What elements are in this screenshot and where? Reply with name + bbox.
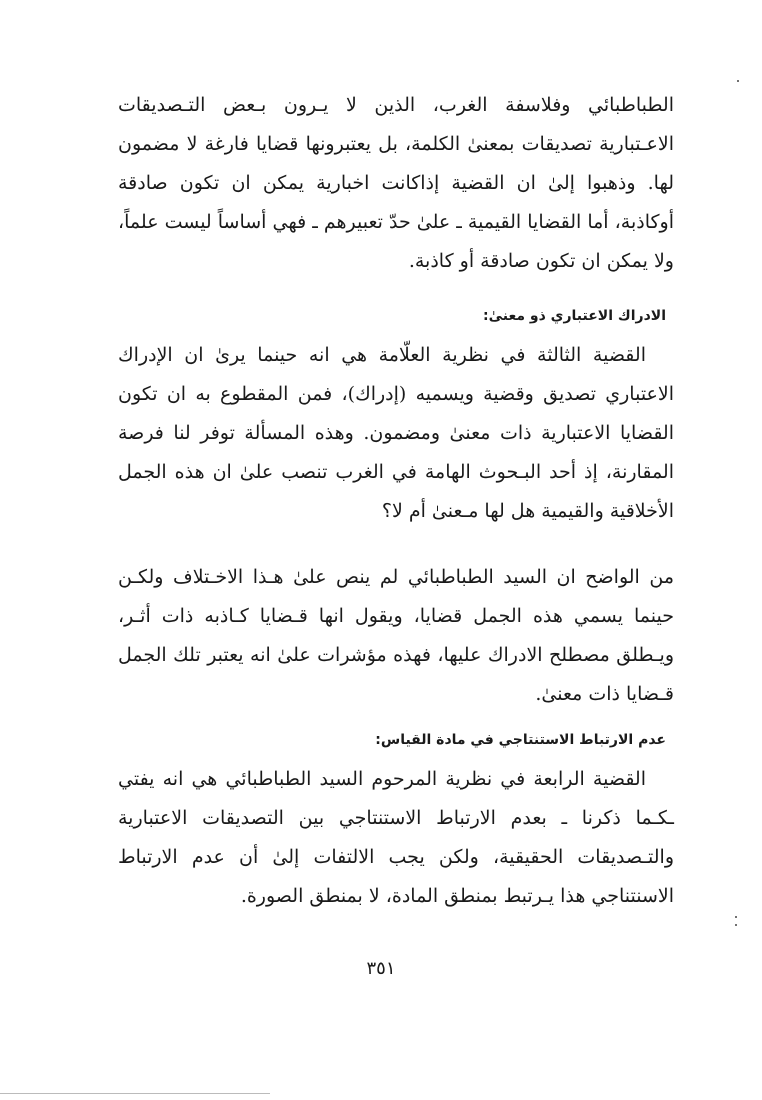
paragraph: من الواضح ان السيد الطباطبائي لم ينص علىٰ هـذا الاخـتلاف ولكـن حينما يسمي هذه الجمل قضايا، ويقول انها قـضايا كـاذبه ذات أثـر، ويـطلق مصطلح الادراك عليها، فهذه مؤشرات علىٰ انه يعتبر تلك الجمل قـضايا ذات معنىٰ. bbox=[118, 566, 674, 705]
paragraph: القضية الثالثة في نظرية العلّامة هي انه حينما يرىٰ ان الإدراك الاعتباري تصديق وقضية ويسميه (إدراك)، فمن المقطوع به ان تكون القضايا الاعتبارية ذات معنىٰ ومضمون. وهذه المسألة توفر لنا فرصة المقارنة، إذ أحد البـحوث الهامة في الغرب تنصب علىٰ ان هذه الجمل الأخلاقية والقيمية هل لها مـعنىٰ أم لا؟ bbox=[118, 344, 674, 522]
paragraph-block-3 bbox=[118, 558, 674, 714]
paragraph: القضية الرابعة في نظرية المرحوم السيد الطباطبائي هي انه يفتي ـكـما ذكرنا ـ بعدم الارتباط الاستنتاجي بين التصديقات الاعتبارية والتـصديقات الحقيقية، ولكن يجب الالتفات إلىٰ أن عدم الارتباط الاسنتناجي هذا يـرتبط بمنطق المادة، لا بمنطق الصورة. bbox=[118, 768, 674, 907]
scan-speck bbox=[735, 924, 737, 926]
paragraph-block-4 bbox=[118, 760, 674, 916]
section-heading-no-inference: عدم الارتباط الاستنتاجي في مادة القياس: bbox=[375, 732, 666, 748]
paragraph: الطباطبائي وفلاسفة الغرب، الذين لا يـرون بـعض التـصديقات الاعـتبارية تصديقات بمعنىٰ الكلمة، بل يعتبرونها قضايا فارغة لا مضمون لها. وذهبوا إلىٰ ان القضية إذاكانت اخبارية يمكن ان تكون صادقة أوكاذبة، أما القضايا القيمية ـ علىٰ حدّ تعبيرهم ـ فهي أساساً ليست علماً، ولا يمكن ان تكون صادقة أو كاذبة. bbox=[118, 94, 674, 272]
scan-edge-line bbox=[0, 1093, 270, 1094]
page-number: ٣٥١ bbox=[366, 958, 396, 979]
paragraph-block-2 bbox=[118, 336, 674, 531]
paragraph-block-1 bbox=[118, 86, 674, 281]
section-heading-valid-meaning: الادراك الاعتباري ذو معنىٰ: bbox=[482, 308, 666, 324]
scan-speck bbox=[737, 80, 739, 82]
scan-speck bbox=[735, 916, 737, 918]
